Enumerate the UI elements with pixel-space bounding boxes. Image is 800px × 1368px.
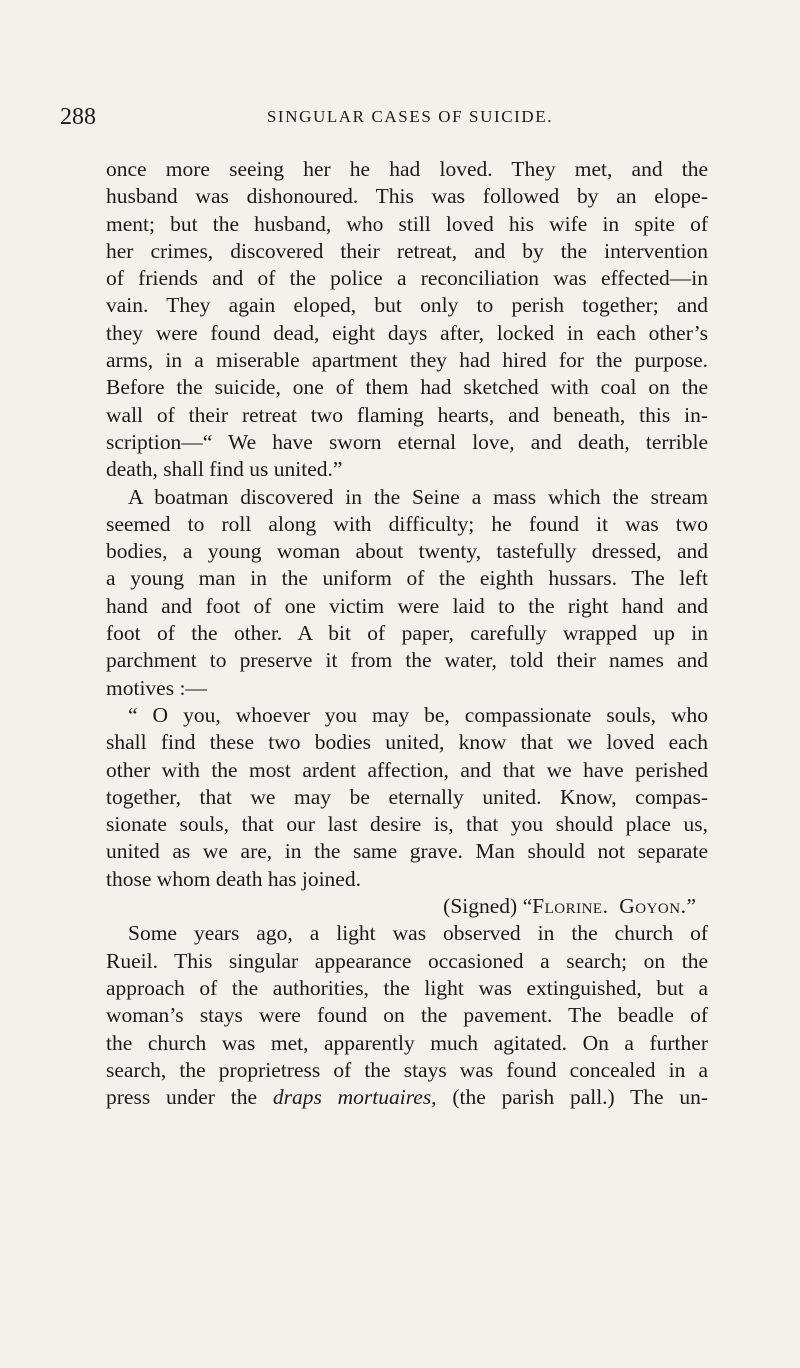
text-line: hand and foot of one victim were laid to the right hand and [106, 593, 708, 618]
final-line-before: press under the [106, 1085, 258, 1110]
text-line: a young man in the uniform of the eighth hussars. The left [106, 566, 708, 591]
text-line: “ O you, whoever you may be, compassionate souls, who [128, 702, 708, 727]
signed-name-goyon: Goyon. [619, 894, 687, 919]
final-line-after: (the parish pall.) The un- [452, 1085, 709, 1110]
text-line: A boatman discovered in the Seine a mass which the stream [128, 484, 708, 509]
text-line: the church was met, apparently much agitated. On a further [106, 1030, 708, 1055]
text-line: shall find these two bodies united, know that we loved each [106, 730, 708, 755]
text-line: search, the proprietress of the stays was found concealed in a [106, 1057, 708, 1082]
text-line: vain. They again eloped, but only to perish together; and [106, 293, 708, 318]
text-line: ment; but the husband, who still loved his wife in spite of [106, 211, 708, 236]
signed-prefix: (Signed) “ [443, 894, 533, 919]
text-line: other with the most ardent affection, and that we have perished [106, 757, 708, 782]
text-line: united as we are, in the same grave. Man should not separate [106, 839, 708, 864]
page-number: 288 [60, 104, 96, 130]
text-line: together, that we may be eternally united. Know, compas- [106, 784, 708, 809]
text-line: once more seeing her he had loved. They met, and the [106, 157, 708, 181]
text-line: wall of their retreat two flaming hearts, and beneath, this in- [106, 402, 708, 427]
running-title: SINGULAR CASES OF SUICIDE. [266, 107, 554, 126]
final-line-italic: draps mortuaires, [272, 1085, 437, 1110]
text-line: those whom death has joined. [106, 866, 361, 891]
text-line: approach of the authorities, the light was extinguished, but a [106, 975, 708, 1000]
text-line: foot of the other. A bit of paper, carefully wrapped up in [106, 621, 708, 646]
text-line: Before the suicide, one of them had sketched with coal on the [106, 375, 708, 400]
text-line: husband was dishonoured. This was followed by an elope- [106, 184, 708, 209]
text-line: woman’s stays were found on the pavement. The beadle of [106, 1003, 708, 1028]
signed-name-florine: Florine. [532, 894, 609, 919]
text-line: bodies, a young woman about twenty, tastefully dressed, and [106, 539, 708, 564]
text-line: Some years ago, a light was observed in the church of [128, 921, 708, 946]
text-line: arms, in a miserable apartment they had hired for the purpose. [106, 348, 708, 373]
text-line: death, shall find us united.” [106, 457, 343, 482]
text-line: seemed to roll along with difficulty; he found it was two [106, 511, 708, 536]
body-text [106, 156, 708, 1111]
signature-line [106, 893, 708, 920]
signed-suffix: ” [686, 894, 696, 919]
text-line: scription—“ We have sworn eternal love, and death, terrible [106, 429, 708, 454]
text-line: of friends and of the police a reconciliation was effected—in [106, 266, 708, 291]
text-line: sionate souls, that our last desire is, that you should place us, [106, 812, 708, 837]
text-line: they were found dead, eight days after, locked in each other’s [106, 320, 708, 345]
text-line: motives :— [106, 675, 207, 700]
running-head [60, 100, 740, 134]
text-line: her crimes, discovered their retreat, and by the intervention [106, 238, 708, 263]
text-line: Rueil. This singular appearance occasioned a search; on the [106, 948, 708, 973]
text-line: parchment to preserve it from the water, told their names and [106, 648, 708, 673]
text-line-final [106, 1084, 708, 1111]
